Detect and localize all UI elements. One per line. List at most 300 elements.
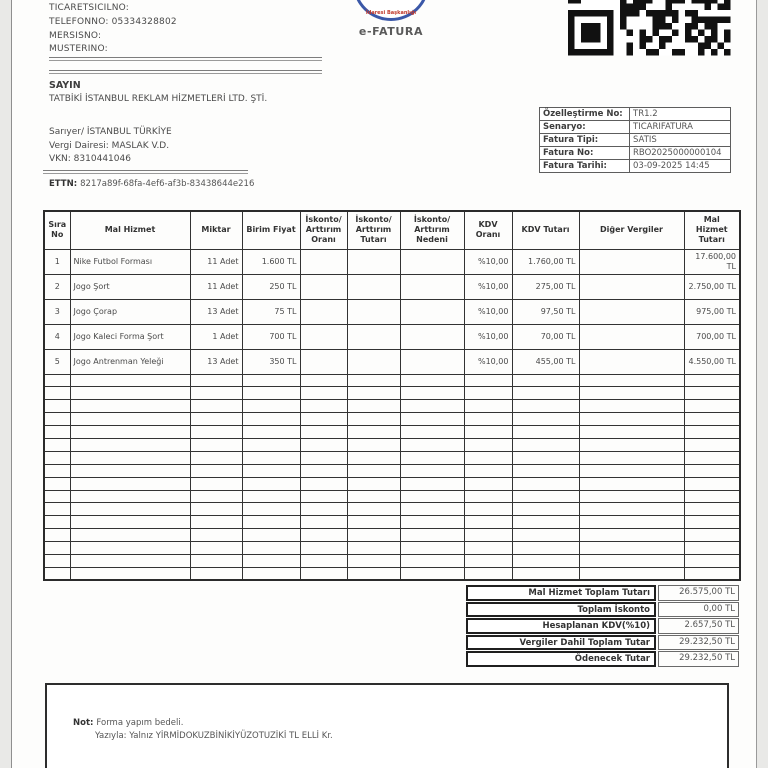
empty-cell: [300, 542, 347, 555]
qr-code: [568, 0, 731, 56]
empty-cell: [242, 503, 300, 516]
item-cell: 5: [44, 349, 70, 374]
empty-cell: [684, 516, 740, 529]
empty-cell: [579, 567, 684, 580]
empty-cell: [579, 400, 684, 413]
empty-cell: [347, 554, 400, 567]
empty-cell: [44, 529, 70, 542]
empty-cell: [190, 426, 242, 439]
item-cell: 75 TL: [242, 299, 300, 324]
empty-cell: [44, 413, 70, 426]
col-header-iskonto-orani: İskonto/ Arttırım Oranı: [300, 211, 347, 249]
info-label: Fatura Tipi:: [540, 134, 630, 147]
item-row: [44, 249, 740, 274]
item-cell: [300, 249, 347, 274]
item-cell: 455,00 TL: [512, 349, 579, 374]
empty-cell: [190, 516, 242, 529]
empty-cell: [579, 374, 684, 387]
invoice-info-row: [540, 160, 731, 173]
col-header-miktar: Miktar: [190, 211, 242, 249]
empty-item-row: [44, 374, 740, 387]
empty-cell: [512, 503, 579, 516]
empty-cell: [190, 477, 242, 490]
note-text: Forma yapım bedeli.: [96, 718, 184, 728]
col-header-kdv-orani: KDV Oranı: [464, 211, 512, 249]
empty-item-row: [44, 516, 740, 529]
empty-cell: [242, 529, 300, 542]
item-cell: 275,00 TL: [512, 274, 579, 299]
col-header-birim-fiyat: Birim Fiyat: [242, 211, 300, 249]
empty-cell: [512, 529, 579, 542]
col-header-sira-no: Sıra No: [44, 211, 70, 249]
empty-cell: [684, 554, 740, 567]
empty-item-row: [44, 426, 740, 439]
note-line: [73, 718, 727, 728]
item-cell: %10,00: [464, 324, 512, 349]
empty-cell: [242, 438, 300, 451]
buyer-address: Sarıyer/ İSTANBUL TÜRKİYE: [49, 127, 172, 137]
empty-item-row: [44, 567, 740, 580]
empty-item-row: [44, 438, 740, 451]
empty-cell: [579, 426, 684, 439]
empty-cell: [464, 554, 512, 567]
empty-cell: [579, 490, 684, 503]
empty-cell: [70, 464, 190, 477]
empty-cell: [300, 438, 347, 451]
totals-row: [466, 618, 739, 634]
empty-cell: [70, 451, 190, 464]
empty-cell: [70, 567, 190, 580]
item-row: [44, 299, 740, 324]
empty-cell: [400, 554, 464, 567]
empty-item-row: [44, 413, 740, 426]
item-cell: 3: [44, 299, 70, 324]
empty-cell: [579, 451, 684, 464]
empty-cell: [512, 516, 579, 529]
empty-cell: [684, 400, 740, 413]
ettn-value: 8217a89f-68fa-4ef6-af3b-83438644e216: [80, 179, 255, 189]
totals-value: 2.657,50 TL: [658, 618, 739, 634]
empty-cell: [300, 400, 347, 413]
empty-cell: [190, 554, 242, 567]
empty-cell: [400, 400, 464, 413]
empty-cell: [512, 387, 579, 400]
seller-customer-no: MUSTERINO:: [49, 44, 108, 55]
empty-cell: [464, 426, 512, 439]
empty-cell: [242, 516, 300, 529]
empty-cell: [242, 464, 300, 477]
empty-cell: [44, 387, 70, 400]
empty-cell: [347, 451, 400, 464]
empty-cell: [579, 503, 684, 516]
empty-cell: [464, 503, 512, 516]
empty-cell: [70, 554, 190, 567]
empty-cell: [400, 387, 464, 400]
buyer-name: TATBİKİ İSTANBUL REKLAM HİZMETLERİ LTD. ŞTİ.: [49, 94, 268, 104]
empty-cell: [512, 426, 579, 439]
empty-cell: [684, 413, 740, 426]
item-cell: 1.600 TL: [242, 249, 300, 274]
item-cell: [400, 299, 464, 324]
note-amount-in-words: Yazıyla: Yalnız YİRMİDOKUZBİNİKİYÜZOTUZİKİ TL ELLİ Kr.: [95, 731, 333, 741]
item-cell: 350 TL: [242, 349, 300, 374]
empty-cell: [70, 438, 190, 451]
ettn-line: [49, 179, 254, 189]
invoice-info-row: [540, 108, 731, 121]
item-cell: [347, 274, 400, 299]
empty-cell: [347, 503, 400, 516]
empty-cell: [242, 554, 300, 567]
empty-cell: [70, 503, 190, 516]
info-value: SATIS: [630, 134, 731, 147]
empty-cell: [70, 413, 190, 426]
empty-cell: [190, 529, 242, 542]
note-box: [45, 683, 729, 768]
empty-cell: [512, 490, 579, 503]
empty-cell: [190, 400, 242, 413]
gib-seal-text: İdaresi Başkanlığı: [365, 10, 417, 16]
empty-cell: [70, 477, 190, 490]
empty-cell: [347, 529, 400, 542]
totals-row: [466, 585, 739, 601]
empty-cell: [242, 374, 300, 387]
empty-cell: [300, 529, 347, 542]
empty-cell: [579, 516, 684, 529]
item-cell: Jogo Antrenman Yeleği: [70, 349, 190, 374]
empty-cell: [70, 490, 190, 503]
col-header-iskonto-tutari: İskonto/ Arttırım Tutarı: [347, 211, 400, 249]
item-cell: [579, 274, 684, 299]
empty-cell: [70, 400, 190, 413]
empty-cell: [512, 477, 579, 490]
buyer-vkn: VKN: 8310441046: [49, 154, 131, 164]
empty-cell: [400, 374, 464, 387]
empty-cell: [347, 387, 400, 400]
empty-cell: [44, 567, 70, 580]
empty-cell: [347, 464, 400, 477]
item-cell: Nike Futbol Forması: [70, 249, 190, 274]
item-cell: %10,00: [464, 249, 512, 274]
empty-cell: [190, 567, 242, 580]
empty-cell: [684, 426, 740, 439]
item-cell: 70,00 TL: [512, 324, 579, 349]
empty-cell: [512, 413, 579, 426]
item-cell: [400, 274, 464, 299]
items-header-row: [44, 211, 740, 249]
empty-cell: [347, 426, 400, 439]
empty-cell: [464, 413, 512, 426]
empty-cell: [347, 438, 400, 451]
invoice-info-row: [540, 147, 731, 160]
item-cell: [300, 324, 347, 349]
empty-cell: [44, 542, 70, 555]
empty-cell: [190, 542, 242, 555]
empty-cell: [512, 567, 579, 580]
empty-cell: [190, 451, 242, 464]
item-row: [44, 274, 740, 299]
empty-cell: [512, 464, 579, 477]
empty-cell: [242, 542, 300, 555]
item-cell: [347, 324, 400, 349]
empty-cell: [684, 490, 740, 503]
divider: [49, 57, 322, 61]
empty-cell: [70, 387, 190, 400]
totals-value: 0,00 TL: [658, 602, 739, 618]
empty-cell: [190, 374, 242, 387]
empty-item-row: [44, 451, 740, 464]
info-label: Özelleştirme No:: [540, 108, 630, 121]
totals-value: 26.575,00 TL: [658, 585, 739, 601]
empty-cell: [464, 529, 512, 542]
empty-cell: [190, 503, 242, 516]
totals-row: [466, 635, 739, 651]
empty-cell: [684, 451, 740, 464]
item-cell: [347, 349, 400, 374]
empty-cell: [300, 464, 347, 477]
item-cell: [579, 249, 684, 274]
item-cell: 1.760,00 TL: [512, 249, 579, 274]
empty-cell: [684, 542, 740, 555]
empty-item-row: [44, 542, 740, 555]
empty-cell: [44, 400, 70, 413]
empty-cell: [464, 438, 512, 451]
totals-row: [466, 651, 739, 667]
item-cell: 975,00 TL: [684, 299, 740, 324]
item-cell: 13 Adet: [190, 349, 242, 374]
empty-cell: [684, 567, 740, 580]
empty-cell: [347, 477, 400, 490]
item-cell: 11 Adet: [190, 274, 242, 299]
empty-cell: [300, 477, 347, 490]
empty-cell: [512, 374, 579, 387]
item-cell: [300, 349, 347, 374]
item-cell: [300, 274, 347, 299]
empty-cell: [347, 567, 400, 580]
divider: [43, 170, 248, 174]
empty-cell: [579, 542, 684, 555]
empty-cell: [400, 477, 464, 490]
gib-seal-icon: [353, 0, 429, 21]
empty-item-row: [44, 477, 740, 490]
item-cell: 11 Adet: [190, 249, 242, 274]
item-cell: 13 Adet: [190, 299, 242, 324]
invoice-info-row: [540, 134, 731, 147]
empty-cell: [242, 400, 300, 413]
empty-cell: [190, 438, 242, 451]
empty-cell: [242, 490, 300, 503]
empty-cell: [400, 451, 464, 464]
item-cell: 250 TL: [242, 274, 300, 299]
empty-cell: [684, 438, 740, 451]
totals-label: Mal Hizmet Toplam Tutarı: [466, 585, 656, 601]
empty-cell: [579, 529, 684, 542]
empty-item-row: [44, 387, 740, 400]
item-cell: 1: [44, 249, 70, 274]
empty-cell: [347, 490, 400, 503]
empty-cell: [242, 477, 300, 490]
invoice-info-table: [539, 107, 731, 173]
empty-cell: [44, 451, 70, 464]
empty-cell: [347, 400, 400, 413]
empty-cell: [44, 374, 70, 387]
col-header-mal-hizmet-tutari: Mal Hizmet Tutarı: [684, 211, 740, 249]
empty-cell: [464, 400, 512, 413]
item-cell: 700 TL: [242, 324, 300, 349]
item-cell: Jogo Kaleci Forma Şort: [70, 324, 190, 349]
seller-trade-registry: TICARETSICILNO:: [49, 3, 130, 13]
empty-cell: [190, 490, 242, 503]
col-header-mal-hizmet: Mal Hizmet: [70, 211, 190, 249]
empty-cell: [684, 374, 740, 387]
empty-cell: [400, 516, 464, 529]
buyer-tax-office: Vergi Dairesi: MASLAK V.D.: [49, 140, 170, 151]
totals-label: Ödenecek Tutar: [466, 651, 656, 667]
empty-cell: [512, 542, 579, 555]
item-cell: 2: [44, 274, 70, 299]
empty-item-row: [44, 554, 740, 567]
empty-cell: [70, 516, 190, 529]
seller-phone: TELEFONNO: 05334328802: [49, 16, 177, 27]
item-row: [44, 349, 740, 374]
invoice-info-row: [540, 121, 731, 134]
empty-cell: [579, 477, 684, 490]
info-label: Fatura Tarihi:: [540, 160, 630, 173]
empty-cell: [400, 490, 464, 503]
empty-cell: [300, 554, 347, 567]
buyer-salutation: SAYIN: [49, 80, 81, 91]
empty-cell: [464, 374, 512, 387]
empty-cell: [300, 451, 347, 464]
empty-cell: [400, 413, 464, 426]
empty-cell: [347, 413, 400, 426]
empty-cell: [44, 554, 70, 567]
item-cell: %10,00: [464, 349, 512, 374]
item-cell: [400, 324, 464, 349]
buyer-address-block: [49, 126, 172, 167]
item-cell: [347, 249, 400, 274]
empty-cell: [347, 374, 400, 387]
efatura-title: e-FATURA: [358, 25, 424, 38]
empty-cell: [70, 542, 190, 555]
empty-cell: [300, 503, 347, 516]
col-header-diger-vergiler: Diğer Vergiler: [579, 211, 684, 249]
item-cell: 4.550,00 TL: [684, 349, 740, 374]
empty-cell: [684, 477, 740, 490]
empty-cell: [70, 426, 190, 439]
item-cell: Jogo Çorap: [70, 299, 190, 324]
item-cell: %10,00: [464, 299, 512, 324]
empty-cell: [464, 516, 512, 529]
empty-cell: [300, 413, 347, 426]
empty-cell: [242, 413, 300, 426]
empty-item-row: [44, 400, 740, 413]
empty-cell: [300, 567, 347, 580]
empty-cell: [464, 464, 512, 477]
empty-cell: [300, 490, 347, 503]
empty-cell: [242, 426, 300, 439]
item-cell: [400, 349, 464, 374]
empty-cell: [190, 464, 242, 477]
totals-value: 29.232,50 TL: [658, 651, 739, 667]
item-cell: [400, 249, 464, 274]
empty-cell: [190, 387, 242, 400]
info-label: Senaryo:: [540, 121, 630, 134]
info-value: 03-09-2025 14:45: [630, 160, 731, 173]
empty-cell: [512, 438, 579, 451]
item-cell: [579, 349, 684, 374]
items-table: [43, 210, 741, 581]
empty-cell: [464, 387, 512, 400]
empty-cell: [464, 451, 512, 464]
totals-label: Hesaplanan KDV(%10): [466, 618, 656, 634]
empty-cell: [579, 413, 684, 426]
empty-item-row: [44, 529, 740, 542]
empty-cell: [347, 516, 400, 529]
seller-info-block: [49, 2, 177, 57]
empty-cell: [44, 477, 70, 490]
empty-cell: [70, 529, 190, 542]
item-cell: 17.600,00 TL: [684, 249, 740, 274]
ettn-label: ETTN:: [49, 179, 78, 189]
col-header-iskonto-nedeni: İskonto/ Arttırım Nedeni: [400, 211, 464, 249]
empty-cell: [44, 438, 70, 451]
item-row: [44, 324, 740, 349]
empty-cell: [579, 554, 684, 567]
info-value: TR1.2: [630, 108, 731, 121]
empty-cell: [44, 516, 70, 529]
empty-cell: [300, 374, 347, 387]
item-cell: [579, 299, 684, 324]
empty-cell: [400, 542, 464, 555]
item-cell: 4: [44, 324, 70, 349]
empty-cell: [44, 503, 70, 516]
totals-label: Toplam İskonto: [466, 602, 656, 618]
empty-cell: [684, 464, 740, 477]
empty-cell: [400, 503, 464, 516]
empty-cell: [400, 426, 464, 439]
empty-cell: [347, 542, 400, 555]
empty-cell: [300, 426, 347, 439]
empty-cell: [512, 400, 579, 413]
empty-cell: [400, 464, 464, 477]
note-label: Not:: [73, 718, 94, 728]
empty-cell: [300, 516, 347, 529]
empty-cell: [44, 490, 70, 503]
empty-item-row: [44, 503, 740, 516]
info-value: RBO2025000000104: [630, 147, 731, 160]
empty-cell: [242, 387, 300, 400]
empty-cell: [400, 567, 464, 580]
item-cell: 700,00 TL: [684, 324, 740, 349]
empty-item-row: [44, 464, 740, 477]
empty-item-row: [44, 490, 740, 503]
item-cell: 1 Adet: [190, 324, 242, 349]
empty-cell: [44, 426, 70, 439]
invoice-page: [11, 0, 757, 768]
totals-row: [466, 602, 739, 618]
info-label: Fatura No:: [540, 147, 630, 160]
item-cell: 97,50 TL: [512, 299, 579, 324]
empty-cell: [684, 387, 740, 400]
empty-cell: [579, 464, 684, 477]
empty-cell: [400, 529, 464, 542]
empty-cell: [464, 567, 512, 580]
seller-mersis: MERSISNO:: [49, 30, 102, 41]
info-value: TICARIFATURA: [630, 121, 731, 134]
empty-cell: [400, 438, 464, 451]
empty-cell: [579, 438, 684, 451]
item-cell: Jogo Şort: [70, 274, 190, 299]
